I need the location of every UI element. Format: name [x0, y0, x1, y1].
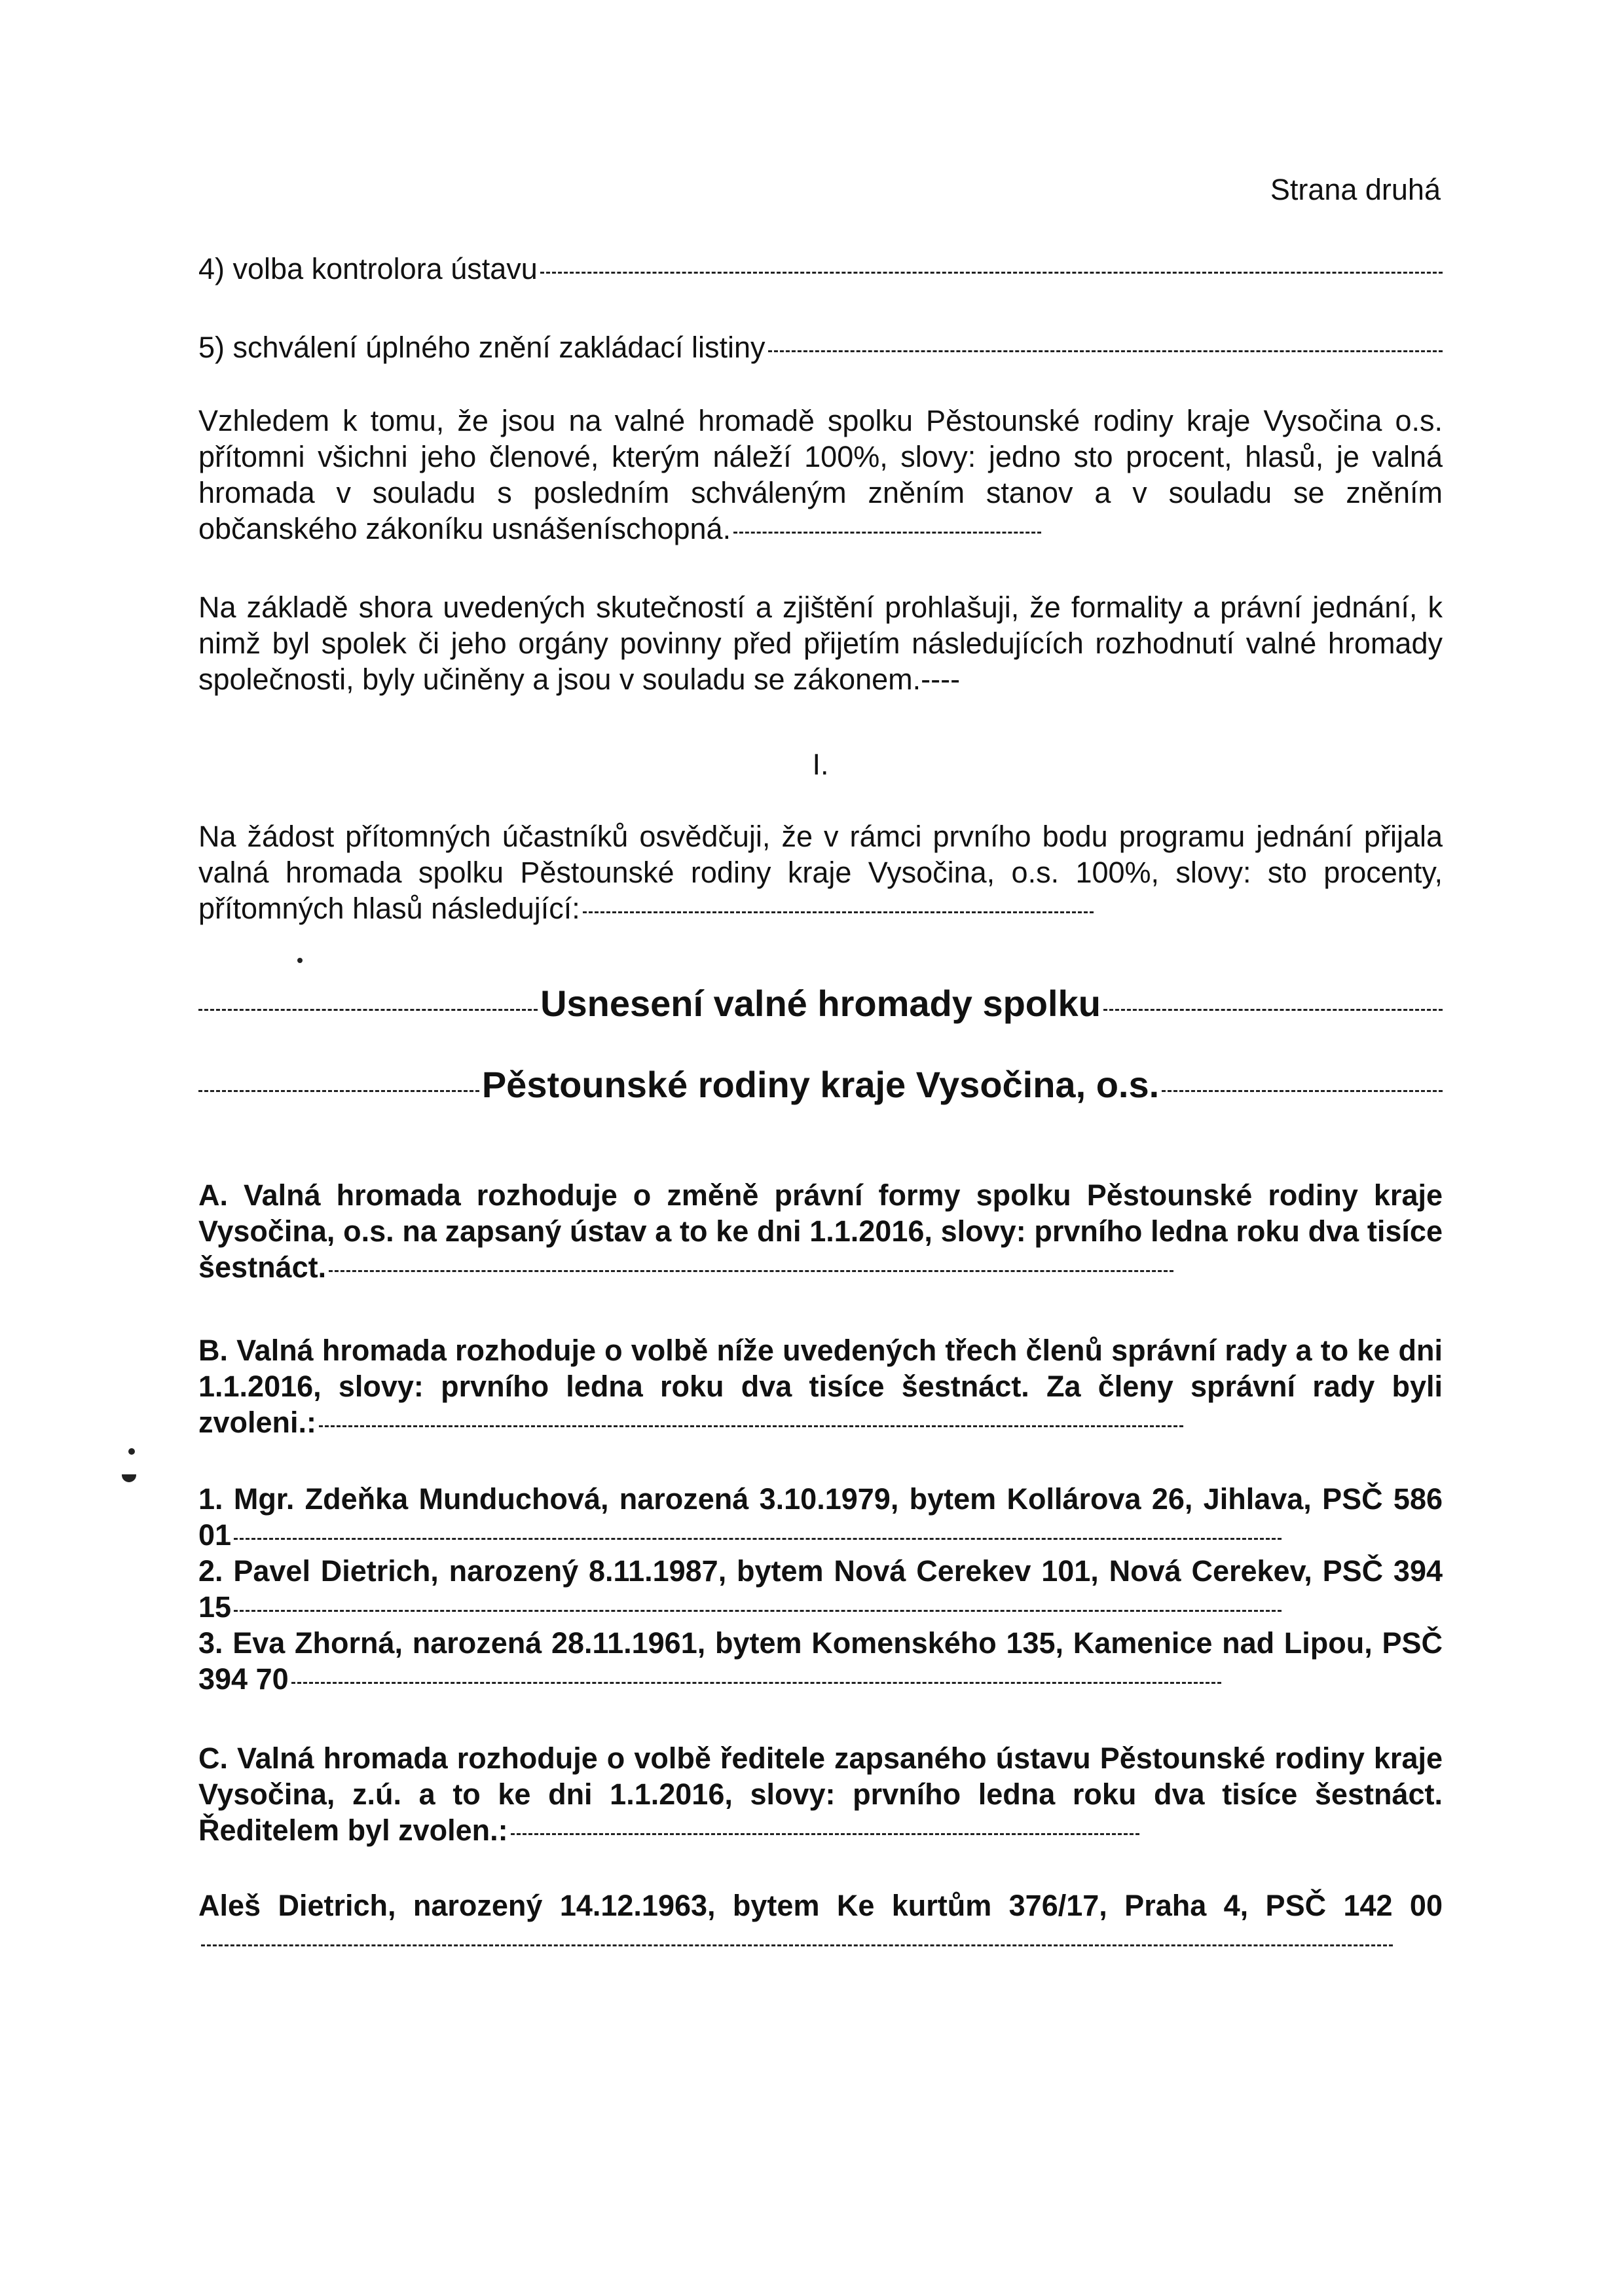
dash-filler — [198, 1090, 479, 1092]
list-item — [198, 1481, 1443, 1553]
resolution-title-line1 — [198, 981, 1443, 1027]
paragraph-quorum — [198, 403, 1443, 547]
paragraph-formalities — [198, 589, 1443, 697]
director-text: Aleš Dietrich, narozený 14.12.1963, bytem Ke kurtům 376/17, Praha 4, PSČ 142 00 — [198, 1889, 1443, 1922]
dash-filler — [329, 1270, 1173, 1272]
dash-filler — [583, 911, 1094, 913]
dash-filler — [291, 1682, 1221, 1684]
paragraph-attestation — [198, 818, 1443, 926]
member-3-text: 3. Eva Zhorná, narozená 28.11.1961, bytem Komenského 135, Kamenice nad Lipou, PSČ 394 70 — [198, 1626, 1443, 1696]
paragraph-attestation-text: Na žádost přítomných účastníků osvědčuji, že v rámci prvního bodu programu jednání přijala valná hromada spolku Pěstounské rodiny kraje Vysočina, o.s. 100%, slovy: sto procenty, přítomných hlasů následující: — [198, 820, 1443, 925]
member-2-text: 2. Pavel Dietrich, narozený 8.11.1987, bytem Nová Cerekev 101, Nová Cerekev, PSČ 394 15 — [198, 1554, 1443, 1624]
resolution-a — [198, 1177, 1443, 1285]
resolution-title-line1-text: Usnesení valné hromady spolku — [540, 983, 1101, 1024]
resolution-c — [198, 1740, 1443, 1848]
dash-filler — [768, 350, 1443, 352]
dash-filler — [198, 1009, 538, 1011]
dash-filler — [201, 1944, 1393, 1946]
stray-dot — [297, 958, 303, 963]
dash-filler — [1162, 1090, 1443, 1092]
director-entry — [198, 1887, 1443, 1959]
margin-mark — [128, 1448, 135, 1455]
dash-filler — [733, 532, 1041, 534]
dash-filler — [234, 1538, 1282, 1540]
resolution-c-text: C. Valná hromada rozhoduje o volbě ředitele zapsaného ústavu Pěstounské rodiny kraje Vysočina, z.ú. a to ke dni 1.1.2016, slovy: prvního ledna roku dva tisíce šestnáct. Ředitelem byl zvolen.: — [198, 1741, 1443, 1847]
resolution-b-text: B. Valná hromada rozhoduje o volbě níže uvedených třech členů správní rady a to ke dni 1.1.2016, slovy: prvního ledna roku dva tisíce šestnáct. Za členy správní rady byli zvoleni.: — [198, 1334, 1443, 1439]
margin-mark — [122, 1474, 136, 1482]
resolution-a-text: A. Valná hromada rozhoduje o změně právní formy spolku Pěstounské rodiny kraje Vysočina, o.s. na zapsaný ústav a to ke dni 1.1.2016, slovy: prvního ledna roku dva tisíce šestnáct. — [198, 1178, 1443, 1284]
agenda-item-5-text: 5) schválení úplného znění zakládací listiny — [198, 331, 766, 364]
list-item — [198, 1625, 1443, 1697]
section-numeral: I. — [812, 748, 829, 781]
dash-filler — [319, 1425, 1183, 1427]
list-item — [198, 1553, 1443, 1625]
agenda-item-4 — [198, 251, 1443, 287]
dash-filler — [540, 272, 1443, 274]
resolution-b — [198, 1332, 1443, 1440]
agenda-item-4-text: 4) volba kontrolora ústavu — [198, 252, 538, 285]
paragraph-quorum-text: Vzhledem k tomu, že jsou na valné hromadě spolku Pěstounské rodiny kraje Vysočina o.s. přítomni všichni jeho členové, kterým náleží 100%, slovy: jedno sto procent, hlasů, je valná hromada v souladu s posledním schváleným zněním stanov a v souladu se zněním občanského zákoníku usnášeníschopná. — [198, 404, 1443, 545]
paragraph-formalities-text: Na základě shora uvedených skutečností a zjištění prohlašuji, že formality a právní jednání, k nimž byl spolek či jeho orgány povinny před přijetím následujících rozhodnutí valné hromady společnosti, byly učiněny a jsou v souladu se zákonem.---- — [198, 591, 1443, 696]
resolution-title-line2 — [198, 1062, 1443, 1108]
agenda-item-5 — [198, 329, 1443, 365]
resolution-title-line2-text: Pěstounské rodiny kraje Vysočina, o.s. — [481, 1064, 1160, 1105]
member-1-text: 1. Mgr. Zdeňka Munduchová, narozená 3.10.1979, bytem Kollárova 26, Jihlava, PSČ 586 01 — [198, 1482, 1443, 1552]
dash-filler — [511, 1833, 1139, 1835]
page-label: Strana druhá — [1270, 173, 1441, 206]
dash-filler — [1103, 1009, 1443, 1011]
dash-filler — [234, 1610, 1282, 1612]
